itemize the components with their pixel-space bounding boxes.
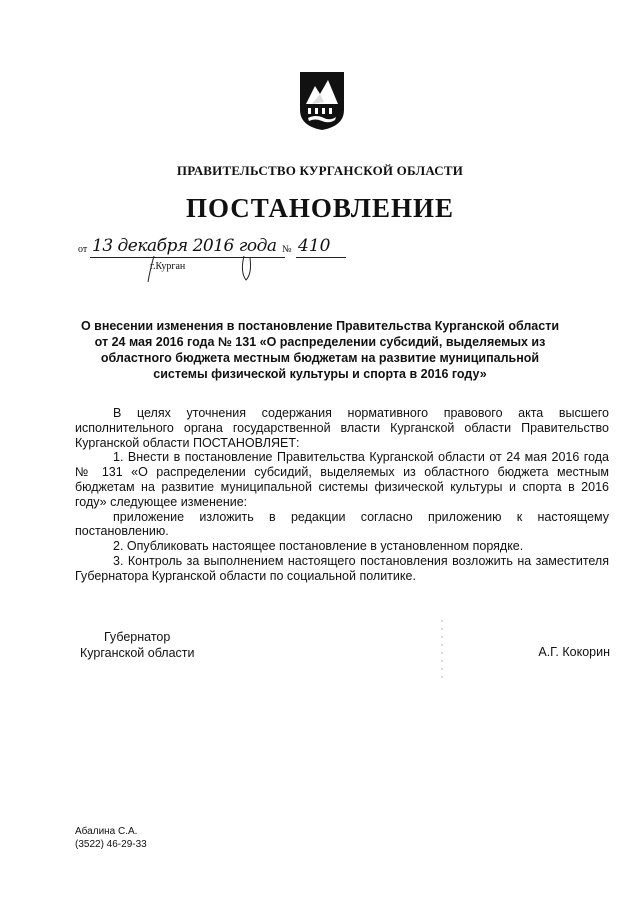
- date-prefix: от: [78, 244, 88, 255]
- item-2-paragraph: 2. Опубликовать настоящее постановление в установленном порядке.: [113, 539, 524, 554]
- signer-title-line-2: Курганской области: [80, 646, 195, 660]
- city-label: г.Курган: [150, 261, 186, 272]
- document-body: [75, 406, 609, 584]
- stamp-trace: [440, 620, 444, 680]
- executor-name: Абалина С.А.: [75, 826, 138, 837]
- handwritten-date: 13 декабря 2016 года: [92, 236, 277, 256]
- date-number-line: [78, 236, 348, 284]
- document-subject: О внесении изменения в постановление Правительства Курганской области от 24 мая 2016 года № 131 «О распределении субсидий, выделяемых из областного бюджета местным бюджетам на развитие муниципальной системы физической культуры и спорта в 2016 году»: [80, 319, 560, 381]
- handwritten-number: 410: [298, 236, 331, 256]
- signer-title-line-1: Губернатор: [104, 630, 171, 644]
- item-3-paragraph: 3. Контроль за выполнением настоящего постановления возложить на заместителя Губернатора Курганской области по социальной политике.: [75, 553, 609, 583]
- executor-info: [75, 825, 275, 851]
- preamble-paragraph: В целях уточнения содержания нормативного правового акта высшего исполнительного органа государственной власти Курганской области Правительство Курганской области ПОСТАНОВЛЯЕТ:: [75, 406, 609, 450]
- coat-of-arms-emblem: [298, 70, 346, 132]
- government-name: ПРАВИТЕЛЬСТВО КУРГАНСКОЙ ОБЛАСТИ: [176, 163, 464, 178]
- signer-title: [80, 629, 280, 661]
- executor-phone: (3522) 46-29-33: [75, 839, 147, 850]
- handwriting-strokes: [78, 236, 348, 284]
- document-type-title: ПОСТАНОВЛЕНИЕ: [185, 193, 455, 223]
- signer-name: А.Г. Кокорин: [538, 645, 610, 659]
- item-1-change-paragraph: приложение изложить в редакции согласно приложению к настоящему постановлению.: [75, 509, 609, 539]
- item-1-paragraph: 1. Внести в постановление Правительства Курганской области от 24 мая 2016 года № 131 «О распределении субсидий, выделяемых из областного бюджета местным бюджетам на развитие муниципальной системы физической культуры и спорта в 2016 году» следующее изменение:: [75, 450, 609, 509]
- number-label: №: [282, 244, 292, 255]
